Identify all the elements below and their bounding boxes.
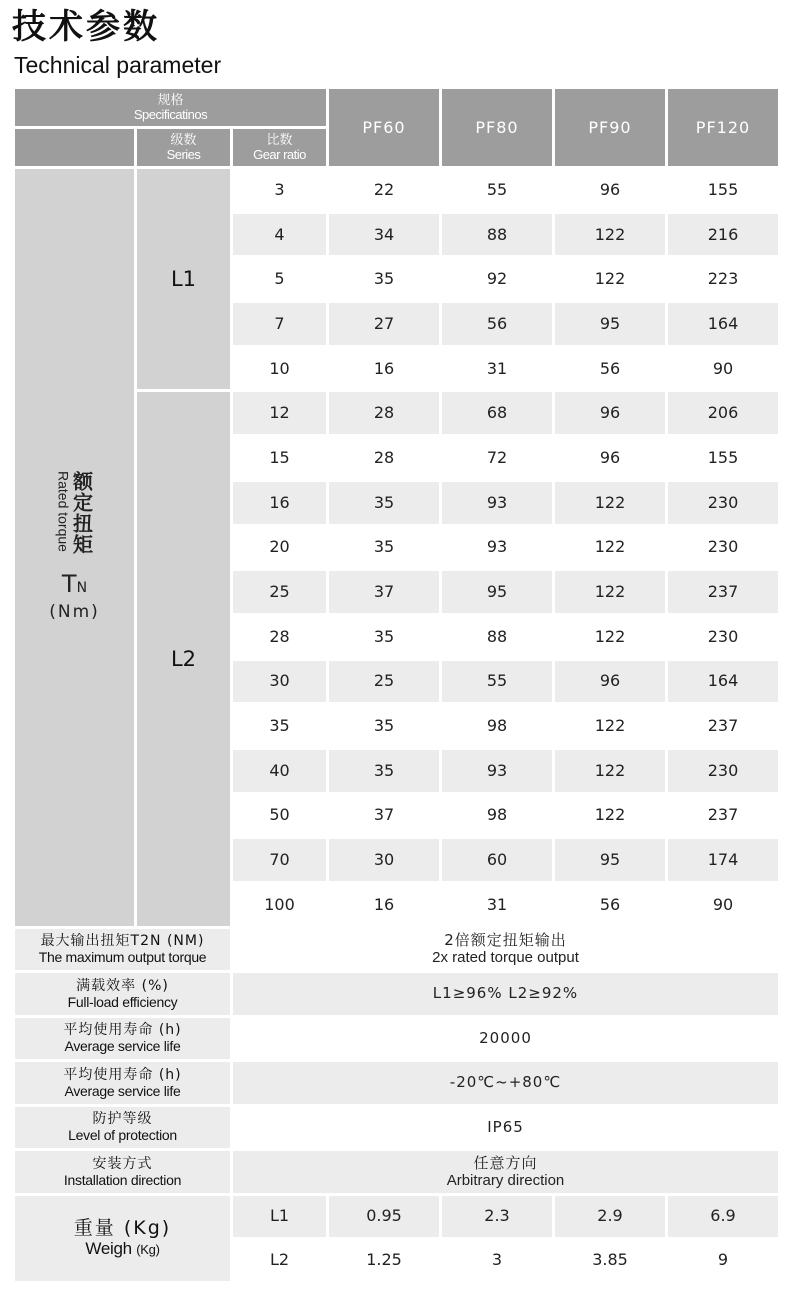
model-header: PF120 bbox=[667, 88, 780, 168]
torque-value-cell: 35 bbox=[328, 704, 441, 749]
torque-value-cell: 98 bbox=[441, 704, 554, 749]
torque-value-cell: 98 bbox=[441, 793, 554, 838]
gear-ratio-cell: 16 bbox=[232, 480, 328, 525]
weight-value-cell: 2.9 bbox=[554, 1194, 667, 1238]
torque-symbol-letter: T bbox=[61, 570, 77, 599]
torque-value-cell: 35 bbox=[328, 748, 441, 793]
series-label: L2 bbox=[136, 391, 232, 927]
torque-value-cell: 56 bbox=[554, 346, 667, 391]
gear-ratio-cell: 4 bbox=[232, 212, 328, 257]
torque-value-cell: 96 bbox=[554, 391, 667, 436]
gear-ratio-cell: 28 bbox=[232, 614, 328, 659]
spec-value-cn: L1≥96% L2≥92% bbox=[432, 984, 579, 1003]
torque-value-cell: 35 bbox=[328, 257, 441, 302]
torque-value-cell: 230 bbox=[667, 480, 780, 525]
torque-value-cell: 55 bbox=[441, 659, 554, 704]
weight-label-en-wrap bbox=[15, 1239, 230, 1260]
torque-value-cell: 16 bbox=[328, 883, 441, 928]
gear-ratio-cell: 7 bbox=[232, 302, 328, 347]
model-header: PF90 bbox=[554, 88, 667, 168]
torque-value-cell: 90 bbox=[667, 346, 780, 391]
torque-value-cell: 35 bbox=[328, 525, 441, 570]
gear-ratio-cell: 50 bbox=[232, 793, 328, 838]
gear-ratio-cell: 15 bbox=[232, 436, 328, 481]
torque-value-cell: 16 bbox=[328, 346, 441, 391]
spec-label bbox=[14, 1150, 232, 1195]
rated-torque-label bbox=[14, 168, 136, 928]
torque-value-cell: 88 bbox=[441, 614, 554, 659]
rated-torque-en: Rated torque bbox=[55, 471, 72, 553]
spec-header bbox=[14, 88, 328, 128]
gear-ratio-cell: 3 bbox=[232, 168, 328, 213]
page-title: 技术参数 bbox=[12, 7, 160, 47]
torque-value-cell: 122 bbox=[554, 748, 667, 793]
weight-value-cell: 6.9 bbox=[667, 1194, 780, 1238]
torque-value-cell: 96 bbox=[554, 168, 667, 213]
ratio-header bbox=[232, 128, 328, 168]
spec-row bbox=[14, 1016, 780, 1061]
ratio-header-en: Gear ratio bbox=[253, 146, 306, 162]
spec-label-cn: 最大输出扭矩T2N (NM) bbox=[40, 933, 205, 950]
torque-value-cell: 155 bbox=[667, 168, 780, 213]
torque-value-cell: 22 bbox=[328, 168, 441, 213]
spec-value bbox=[232, 1150, 780, 1195]
rated-torque-cn: 额定扭矩 bbox=[69, 471, 94, 556]
torque-value-cell: 216 bbox=[667, 212, 780, 257]
spec-label-cn: 平均使用寿命 (h) bbox=[63, 1022, 182, 1039]
torque-value-cell: 72 bbox=[441, 436, 554, 481]
spec-value-en: 2x rated torque output bbox=[432, 949, 579, 967]
torque-value-cell: 95 bbox=[554, 302, 667, 347]
spec-row bbox=[14, 1061, 780, 1106]
torque-value-cell: 122 bbox=[554, 212, 667, 257]
torque-value-cell: 164 bbox=[667, 302, 780, 347]
torque-value-cell: 35 bbox=[328, 480, 441, 525]
torque-value-cell: 122 bbox=[554, 614, 667, 659]
spec-header-cn: 规格 bbox=[157, 92, 184, 108]
torque-value-cell: 27 bbox=[328, 302, 441, 347]
spec-row bbox=[14, 1105, 780, 1150]
weight-row bbox=[14, 1194, 780, 1238]
ratio-header-cn: 比数 bbox=[266, 132, 293, 148]
series-header bbox=[136, 128, 232, 168]
series-header-cn: 级数 bbox=[170, 132, 197, 148]
torque-value-cell: 28 bbox=[328, 391, 441, 436]
weight-value-cell: 3.85 bbox=[554, 1238, 667, 1282]
torque-value-cell: 31 bbox=[441, 883, 554, 928]
weight-value-cell: 9 bbox=[667, 1238, 780, 1282]
spec-value-cn: -20℃~+80℃ bbox=[449, 1073, 562, 1092]
torque-value-cell: 174 bbox=[667, 838, 780, 883]
spec-value-cn: 任意方向 bbox=[473, 1153, 538, 1172]
spec-row bbox=[14, 927, 780, 972]
weight-label-unit: (Kg) bbox=[136, 1241, 160, 1257]
torque-value-cell: 122 bbox=[554, 257, 667, 302]
torque-value-cell: 122 bbox=[554, 480, 667, 525]
torque-value-cell: 93 bbox=[441, 525, 554, 570]
spec-label bbox=[14, 1105, 232, 1150]
torque-value-cell: 206 bbox=[667, 391, 780, 436]
table-row bbox=[14, 168, 780, 213]
torque-value-cell: 230 bbox=[667, 525, 780, 570]
torque-value-cell: 34 bbox=[328, 212, 441, 257]
torque-unit: (Nm) bbox=[49, 602, 100, 623]
gear-ratio-cell: 35 bbox=[232, 704, 328, 749]
spec-label-cn: 平均使用寿命 (h) bbox=[63, 1066, 182, 1083]
weight-label-en: Weigh bbox=[85, 1238, 132, 1258]
spec-label-en: The maximum output torque bbox=[38, 949, 207, 966]
gear-ratio-cell: 40 bbox=[232, 748, 328, 793]
spec-value bbox=[232, 927, 780, 972]
torque-value-cell: 31 bbox=[441, 346, 554, 391]
spec-label-en: Average service life bbox=[64, 1082, 181, 1099]
torque-value-cell: 37 bbox=[328, 793, 441, 838]
torque-value-cell: 164 bbox=[667, 659, 780, 704]
torque-value-cell: 60 bbox=[441, 838, 554, 883]
spec-value-cn: 20000 bbox=[479, 1028, 532, 1047]
spec-label-cn: 满载效率 (%) bbox=[76, 977, 169, 994]
spec-label bbox=[14, 972, 232, 1017]
torque-symbol bbox=[62, 571, 87, 601]
weight-value-cell: 1.25 bbox=[328, 1238, 441, 1282]
spec-value bbox=[232, 1061, 780, 1106]
spec-value-en: Arbitrary direction bbox=[446, 1171, 565, 1189]
torque-value-cell: 93 bbox=[441, 748, 554, 793]
torque-value-cell: 155 bbox=[667, 436, 780, 481]
torque-value-cell: 55 bbox=[441, 168, 554, 213]
torque-value-cell: 68 bbox=[441, 391, 554, 436]
torque-value-cell: 122 bbox=[554, 570, 667, 615]
spec-label bbox=[14, 927, 232, 972]
gear-ratio-cell: 25 bbox=[232, 570, 328, 615]
torque-value-cell: 95 bbox=[554, 838, 667, 883]
torque-value-cell: 237 bbox=[667, 570, 780, 615]
torque-value-cell: 237 bbox=[667, 793, 780, 838]
torque-value-cell: 96 bbox=[554, 436, 667, 481]
spec-header-en: Specificatinos bbox=[133, 106, 208, 122]
torque-value-cell: 30 bbox=[328, 838, 441, 883]
spec-value bbox=[232, 1016, 780, 1061]
weight-label bbox=[14, 1194, 232, 1282]
gear-ratio-cell: 12 bbox=[232, 391, 328, 436]
model-header: PF80 bbox=[441, 88, 554, 168]
spec-value bbox=[232, 1105, 780, 1150]
torque-value-cell: 56 bbox=[554, 883, 667, 928]
page-subtitle: Technical parameter bbox=[14, 52, 222, 78]
series-header-en: Series bbox=[166, 146, 201, 162]
gear-ratio-cell: 5 bbox=[232, 257, 328, 302]
spec-label-en: Average service life bbox=[64, 1038, 181, 1055]
torque-value-cell: 93 bbox=[441, 480, 554, 525]
torque-value-cell: 122 bbox=[554, 525, 667, 570]
spec-label-cn: 安装方式 bbox=[92, 1155, 153, 1172]
weight-series-cell: L1 bbox=[232, 1194, 328, 1238]
torque-value-cell: 56 bbox=[441, 302, 554, 347]
gear-ratio-cell: 20 bbox=[232, 525, 328, 570]
spec-label bbox=[14, 1061, 232, 1106]
torque-value-cell: 95 bbox=[441, 570, 554, 615]
torque-value-cell: 92 bbox=[441, 257, 554, 302]
torque-value-cell: 230 bbox=[667, 748, 780, 793]
weight-value-cell: 3 bbox=[441, 1238, 554, 1282]
gear-ratio-cell: 10 bbox=[232, 346, 328, 391]
spec-value-cn: IP65 bbox=[487, 1117, 524, 1136]
weight-label-cn: 重量 (Kg) bbox=[73, 1216, 172, 1239]
spec-label bbox=[14, 1016, 232, 1061]
model-header: PF60 bbox=[328, 88, 441, 168]
gear-ratio-cell: 30 bbox=[232, 659, 328, 704]
weight-series-cell: L2 bbox=[232, 1238, 328, 1282]
torque-value-cell: 88 bbox=[441, 212, 554, 257]
technical-parameter-table bbox=[12, 86, 781, 1284]
spec-label-en: Full-load efficiency bbox=[67, 993, 178, 1010]
torque-value-cell: 25 bbox=[328, 659, 441, 704]
torque-value-cell: 28 bbox=[328, 436, 441, 481]
blank-header bbox=[14, 128, 136, 168]
weight-value-cell: 0.95 bbox=[328, 1194, 441, 1238]
weight-value-cell: 2.3 bbox=[441, 1194, 554, 1238]
series-label: L1 bbox=[136, 168, 232, 391]
spec-row bbox=[14, 1150, 780, 1195]
spec-row bbox=[14, 972, 780, 1017]
spec-value-cn: 2倍额定扭矩输出 bbox=[444, 931, 567, 950]
gear-ratio-cell: 70 bbox=[232, 838, 328, 883]
gear-ratio-cell: 100 bbox=[232, 883, 328, 928]
spec-value bbox=[232, 972, 780, 1017]
torque-value-cell: 122 bbox=[554, 704, 667, 749]
torque-value-cell: 237 bbox=[667, 704, 780, 749]
spec-label-cn: 防护等级 bbox=[92, 1111, 153, 1128]
torque-symbol-sub: N bbox=[76, 580, 88, 597]
torque-value-cell: 96 bbox=[554, 659, 667, 704]
torque-value-cell: 122 bbox=[554, 793, 667, 838]
torque-value-cell: 230 bbox=[667, 614, 780, 659]
spec-label-en: Level of protection bbox=[68, 1127, 177, 1144]
torque-value-cell: 35 bbox=[328, 614, 441, 659]
torque-value-cell: 37 bbox=[328, 570, 441, 615]
spec-label-en: Installation direction bbox=[63, 1171, 182, 1188]
torque-value-cell: 90 bbox=[667, 883, 780, 928]
torque-value-cell: 223 bbox=[667, 257, 780, 302]
